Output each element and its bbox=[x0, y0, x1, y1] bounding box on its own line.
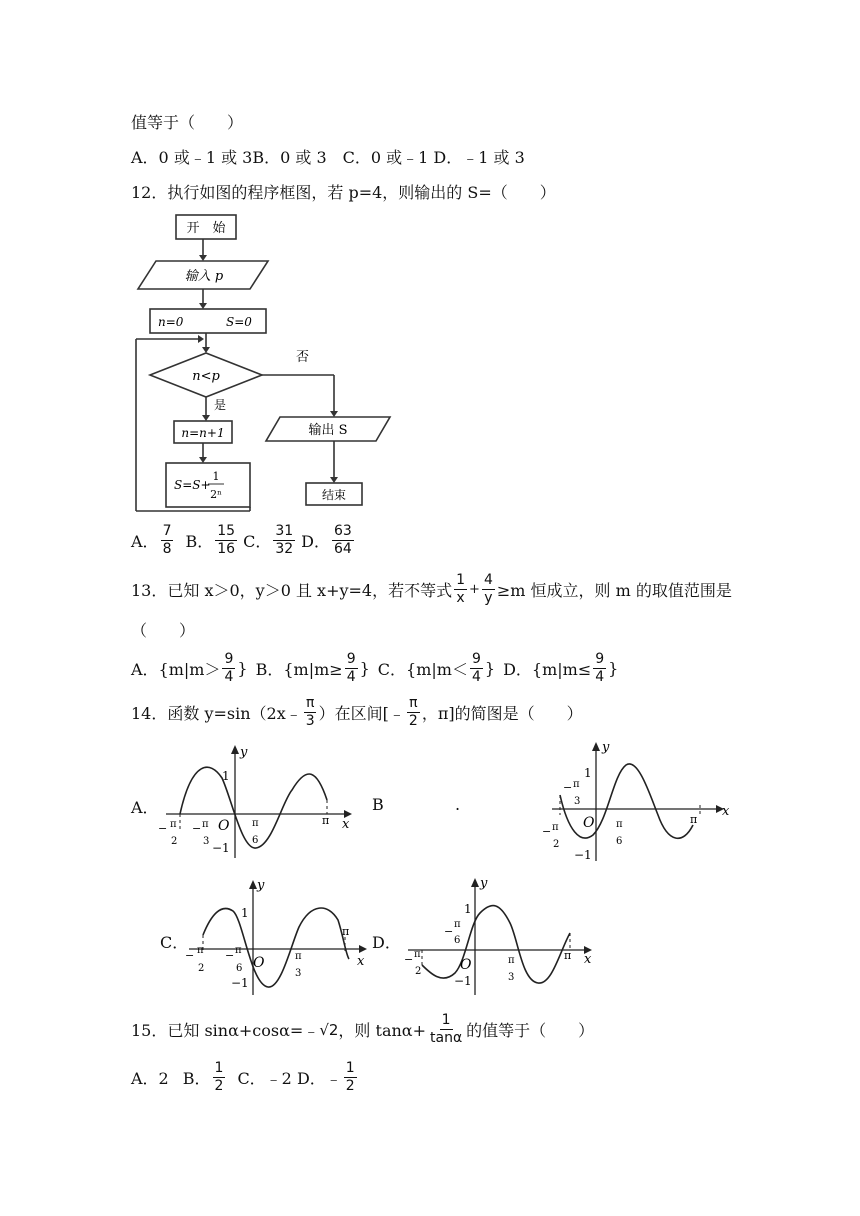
graph-b-origin: O bbox=[583, 815, 595, 831]
q13-frac-4y: $\frac{4}{y}$ bbox=[483, 572, 493, 606]
q12-option-a-frac: $\frac{7}{8}$ bbox=[162, 523, 172, 557]
q13-option-b-post: } bbox=[359, 659, 370, 678]
q12-option-c-label: C． bbox=[243, 532, 272, 551]
graph-d-three: 3 bbox=[508, 972, 515, 983]
graph-d-x: x bbox=[584, 952, 592, 967]
fc-cond: n<p bbox=[192, 369, 220, 384]
graph-a-pi-over-2: π bbox=[170, 819, 177, 830]
q15-sqrt: √2 bbox=[319, 1020, 339, 1039]
graph-c-one: 1 bbox=[241, 906, 249, 920]
q14-mid: ）在区间[﹣ bbox=[318, 704, 405, 723]
q13-prefix: 13．已知 x＞0，y＞0 且 x+y=4，若不等式 bbox=[131, 581, 453, 600]
graph-a-origin: O bbox=[218, 818, 230, 834]
q15-frac-1tan: $\frac{1}{\tan\alpha}$ bbox=[430, 1012, 463, 1046]
graph-c-pi-over-2: π bbox=[197, 945, 204, 956]
q13-option-c-post: } bbox=[484, 659, 496, 678]
graph-b-neg: − bbox=[542, 825, 552, 838]
q15-option-b-label: B． bbox=[182, 1069, 211, 1088]
graph-b-three: 3 bbox=[574, 796, 581, 807]
graph-a-neg-one: −1 bbox=[212, 841, 230, 855]
graph-b-six: 6 bbox=[616, 836, 623, 847]
graph-d-six: 6 bbox=[454, 935, 461, 946]
fc-sum: S=S+ bbox=[174, 478, 211, 492]
q13-suffix: ≥m 恒成立，则 m 的取值范围是 bbox=[496, 581, 732, 600]
graph-b-label: B bbox=[372, 795, 384, 814]
q14-prefix: 14．函数 y=sin（2x﹣ bbox=[131, 704, 302, 723]
q13-options bbox=[131, 651, 618, 686]
graph-c bbox=[183, 875, 373, 1000]
graph-c-neg-6: − bbox=[225, 949, 235, 962]
q15-mid: ，则 tanα+ bbox=[338, 1021, 426, 1040]
graph-d-pi-over-2: π bbox=[414, 949, 421, 960]
q12-stem: 12．执行如图的程序框图，若 p=4，则输出的 S=（ ） bbox=[131, 183, 556, 202]
q12-option-c-frac: $\frac{31}{32}$ bbox=[275, 523, 294, 557]
graph-d-y: y bbox=[480, 876, 488, 891]
q13-plus: + bbox=[469, 582, 480, 597]
graph-a-one: 1 bbox=[222, 769, 230, 783]
q15-options bbox=[131, 1060, 359, 1095]
q13-option-b-pre: B．{m|m≥ bbox=[255, 660, 343, 679]
q13-option-d-frac: $\frac{9}{4}$ bbox=[595, 651, 605, 685]
graph-b-neg-3: − bbox=[563, 781, 573, 794]
graph-b-y: y bbox=[602, 740, 610, 755]
q12-option-d-frac: $\frac{63}{64}$ bbox=[334, 523, 352, 557]
graph-d-pi-over-6: π bbox=[454, 919, 461, 930]
q12-option-b-label: B． bbox=[185, 532, 214, 551]
q11-tail: 值等于（ ） bbox=[131, 113, 244, 132]
graph-d-neg-one: −1 bbox=[454, 974, 472, 988]
graph-d-label: D． bbox=[372, 933, 401, 952]
graph-a-y: y bbox=[240, 745, 248, 760]
graph-a-neg: − bbox=[158, 822, 168, 835]
q13-option-b-frac: $\frac{9}{4}$ bbox=[346, 651, 356, 685]
fc-yes: 是 bbox=[214, 398, 227, 412]
graph-b-dot: . bbox=[455, 795, 461, 814]
q12-option-d-label: D． bbox=[301, 532, 330, 551]
graph-c-six: 6 bbox=[236, 963, 243, 974]
graph-b-neg-one: −1 bbox=[574, 848, 592, 862]
graph-a-three: 3 bbox=[203, 836, 210, 847]
q13-paren: （ ） bbox=[131, 621, 196, 640]
graph-d-origin: O bbox=[460, 957, 472, 973]
fc-input: 输入 p bbox=[184, 269, 224, 284]
graph-c-three: 3 bbox=[295, 968, 302, 979]
graph-a-six: 6 bbox=[252, 835, 259, 846]
graph-c-two: 2 bbox=[198, 963, 205, 974]
q14-frac-pi2: $\frac{\pi}{2}$ bbox=[408, 695, 418, 729]
graph-d-pi-over-3: π bbox=[508, 955, 515, 966]
graph-b-pi-over-3: π bbox=[573, 779, 580, 790]
graph-b-pi-over-2: π bbox=[552, 822, 559, 833]
q13-frac-1x: $\frac{1}{x}$ bbox=[456, 572, 466, 606]
fc-no: 否 bbox=[296, 350, 310, 365]
graph-d-one: 1 bbox=[464, 902, 472, 916]
fc-end: 结束 bbox=[321, 488, 347, 502]
graph-a-pi-over-6: π bbox=[252, 818, 259, 829]
q15-suffix: 的值等于（ ） bbox=[466, 1021, 595, 1040]
graph-c-pi: π bbox=[342, 925, 350, 938]
graph-b-pi: π bbox=[690, 813, 698, 826]
q15-option-d-frac: $\frac{1}{2}$ bbox=[345, 1060, 355, 1094]
fc-init-n: n=0 bbox=[158, 315, 184, 329]
q15-stem bbox=[131, 1012, 594, 1047]
graph-b-one: 1 bbox=[584, 766, 592, 780]
fc-output: 输出 S bbox=[308, 423, 348, 438]
q13-option-a-frac: $\frac{9}{4}$ bbox=[224, 651, 234, 685]
q15-prefix: 15．已知 sinα+cosα=﹣ bbox=[131, 1021, 320, 1040]
graph-d-two: 2 bbox=[415, 966, 422, 977]
q14-suffix: ，π]的简图是（ ） bbox=[421, 704, 583, 723]
graph-c-origin: O bbox=[253, 955, 265, 971]
graph-a-label: A． bbox=[131, 798, 159, 817]
fc-sum-den: 2ⁿ bbox=[210, 488, 222, 501]
graph-a bbox=[152, 740, 357, 865]
graph-b-pi-over-6: π bbox=[616, 819, 623, 830]
graph-c-x: x bbox=[357, 954, 365, 969]
q12-options bbox=[131, 523, 356, 558]
graph-d-neg-6: − bbox=[444, 925, 454, 938]
graph-b bbox=[538, 735, 738, 865]
graph-a-neg-3: − bbox=[192, 822, 202, 835]
graph-c-pi-over-6: π bbox=[235, 945, 242, 956]
q13-option-d-pre: D．{m|m≤ bbox=[503, 660, 592, 679]
fc-sum-num: 1 bbox=[212, 470, 220, 483]
graph-c-label: C． bbox=[160, 933, 189, 952]
q14-stem bbox=[131, 695, 583, 730]
graph-a-pi-over-3: π bbox=[202, 819, 209, 830]
q12-flowchart bbox=[128, 205, 403, 515]
q15-option-b-frac: $\frac{1}{2}$ bbox=[214, 1060, 224, 1094]
graph-a-two: 2 bbox=[171, 836, 178, 847]
graph-c-neg-one: −1 bbox=[231, 976, 249, 990]
fc-init-s: S=0 bbox=[226, 315, 252, 329]
q13-option-c-pre: C．{m|m＜ bbox=[377, 660, 468, 679]
graph-d bbox=[400, 873, 600, 1000]
q13-option-a-post: } bbox=[237, 659, 248, 678]
graph-c-pi-over-3: π bbox=[295, 951, 302, 962]
graph-a-x: x bbox=[342, 817, 350, 832]
graph-a-pi: π bbox=[322, 814, 330, 827]
graph-b-two: 2 bbox=[553, 839, 560, 850]
graph-d-neg: − bbox=[404, 953, 414, 966]
q13-option-d-post: } bbox=[608, 659, 619, 678]
q15-option-a: A．2 bbox=[131, 1069, 169, 1088]
graph-d-pi: π bbox=[564, 949, 572, 962]
q15-option-c-d: C．﹣2 D．﹣ bbox=[237, 1069, 342, 1088]
q12-option-b-frac: $\frac{15}{16}$ bbox=[217, 523, 236, 557]
graph-b-x: x bbox=[722, 804, 730, 819]
graph-c-neg: − bbox=[185, 949, 195, 962]
fc-start: 开 始 bbox=[186, 221, 226, 236]
q13-stem bbox=[131, 572, 732, 607]
q12-option-a-label: A． bbox=[131, 532, 159, 551]
fc-incr: n=n+1 bbox=[181, 426, 225, 440]
q13-option-a-pre: A．{m|m＞ bbox=[131, 660, 221, 679]
q11-options: A．0 或﹣1 或 3B．0 或 3 C．0 或﹣1 D．﹣1 或 3 bbox=[131, 148, 525, 167]
q14-frac-pi3: $\frac{\pi}{3}$ bbox=[305, 695, 315, 729]
graph-c-y: y bbox=[257, 878, 265, 893]
q13-option-c-frac: $\frac{9}{4}$ bbox=[471, 651, 481, 685]
